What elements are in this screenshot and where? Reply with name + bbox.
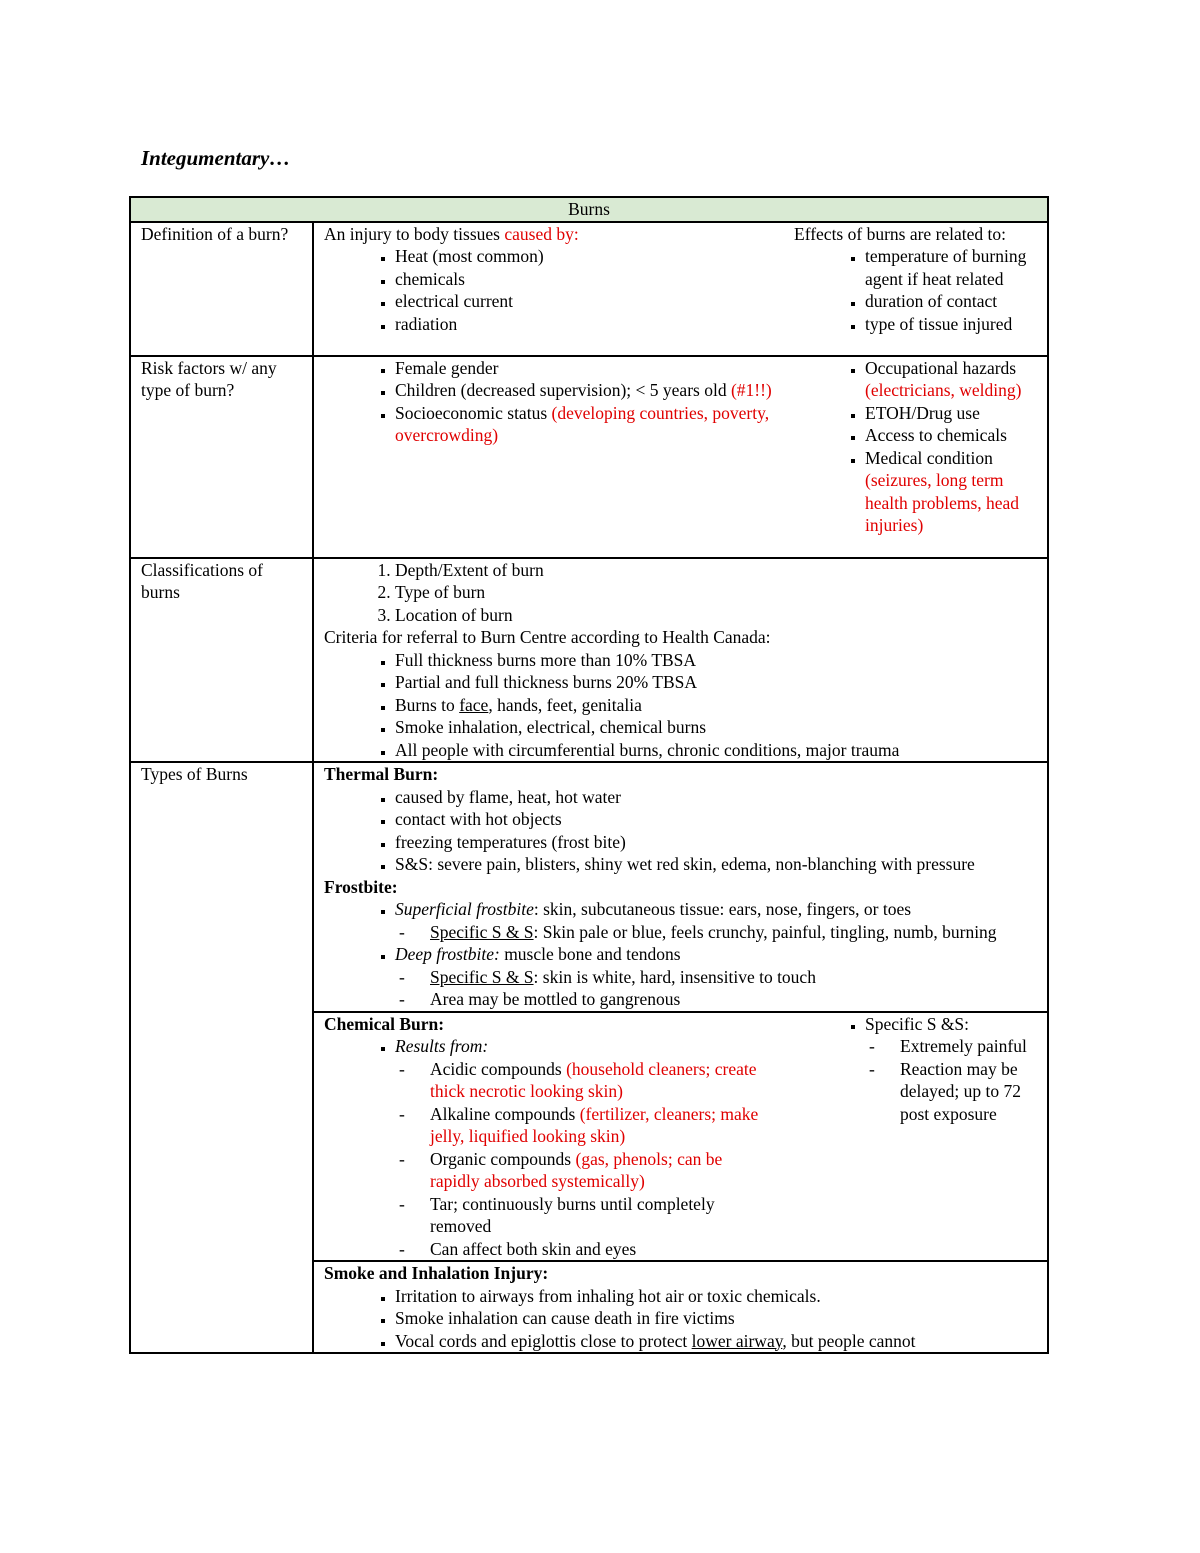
list-item: - Alkaline compounds (fertilizer, cleaners; make jelly, liquified looking skin)	[430, 1103, 774, 1148]
list-item: ▪ S&S: severe pain, blisters, shiny wet red skin, edema, non-blanching with pressure	[395, 853, 1037, 876]
thermal-list	[324, 786, 1037, 876]
chemical-ss-cell	[784, 1012, 1048, 1262]
definition-effects-cell	[784, 222, 1048, 356]
classifications-cell	[313, 558, 1048, 763]
list-item: ▪ Children (decreased supervision); < 5 years old (#1!!)	[395, 379, 774, 402]
frostbite-title: Frostbite:	[324, 876, 398, 897]
types-thermal-row	[130, 762, 1048, 1012]
list-item: ▪ Heat (most common)	[395, 245, 774, 268]
thermal-burn-title: Thermal Burn:	[324, 764, 439, 784]
list-item: ▪ Access to chemicals	[865, 424, 1037, 447]
list-item: - Extremely painful	[900, 1035, 1037, 1058]
list-item: ▪ Deep frostbite: muscle bone and tendons - Specific S & S: skin is white, hard, insensitive to touch - Area may be mottled to gangrenous	[395, 943, 1037, 1011]
table-header-row	[130, 197, 1048, 222]
definition-causes-cell	[313, 222, 784, 356]
list-item: ▪ All people with circumferential burns, chronic conditions, major trauma	[395, 739, 1037, 762]
list-item: 1. Depth/Extent of burn	[395, 559, 1037, 582]
classifications-list	[324, 559, 1037, 627]
list-item: ▪ Partial and full thickness burns 20% TBSA	[395, 671, 1037, 694]
list-item: - Tar; continuously burns until completely removed	[430, 1193, 774, 1238]
smoke-list	[324, 1285, 1037, 1353]
frostbite-list	[324, 898, 1037, 1011]
classifications-row	[130, 558, 1048, 763]
list-item: ▪ electrical current	[395, 290, 774, 313]
list-item: - Specific S & S: Skin pale or blue, feels crunchy, painful, tingling, numb, burning	[430, 921, 1037, 944]
list-item: ▪ Medical condition (seizures, long term health problems, head injuries)	[865, 447, 1037, 537]
definition-row	[130, 222, 1048, 356]
thermal-frostbite-cell	[313, 762, 1048, 1012]
risk-factors-label: Risk factors w/ any type of burn?	[130, 356, 313, 558]
chemical-burn-title: Chemical Burn:	[324, 1013, 445, 1034]
list-item: ▪ Socioeconomic status (developing countries, poverty, overcrowding)	[395, 402, 774, 447]
list-item: - Reaction may be delayed; up to 72 post exposure	[900, 1058, 1037, 1126]
chemical-sublist	[395, 1058, 774, 1261]
list-item: - Can affect both skin and eyes	[430, 1238, 774, 1261]
list-item: ▪ chemicals	[395, 268, 774, 291]
risk-factors-row	[130, 356, 1048, 558]
list-item: ▪ Female gender	[395, 357, 774, 380]
list-item: ▪ Results from: - Acidic compounds (household cleaners; create thick necrotic looking skin) - Alkaline compounds (fertilizer, cleaners; make jelly, liquified looking skin) - Organic compounds (gas, phenols; can be rapidly absorbed systemically) - Tar; continuously burns until completely removed - Can affect both skin and eyes	[395, 1035, 774, 1260]
list-item: - Area may be mottled to gangrenous	[430, 988, 1037, 1011]
superficial-sublist	[395, 921, 1037, 944]
definition-intro: An injury to body tissues caused by:	[324, 223, 579, 244]
list-item: ▪ Specific S &S: - Extremely painful - Reaction may be delayed; up to 72 post exposure	[865, 1013, 1037, 1126]
chemical-burn-cell	[313, 1012, 784, 1262]
list-item: ▪ temperature of burning agent if heat related	[865, 245, 1037, 290]
burns-table	[129, 196, 1049, 1354]
causes-list	[324, 245, 774, 335]
criteria-list	[324, 649, 1037, 762]
definition-label: Definition of a burn?	[130, 222, 313, 356]
list-item: ▪ type of tissue injured	[865, 313, 1037, 336]
list-item: ▪ freezing temperatures (frost bite)	[395, 831, 1037, 854]
list-item: ▪ Full thickness burns more than 10% TBSA	[395, 649, 1037, 672]
chemical-list	[324, 1035, 774, 1260]
list-item: - Acidic compounds (household cleaners; create thick necrotic looking skin)	[430, 1058, 774, 1103]
smoke-inhalation-cell	[313, 1261, 1048, 1353]
list-item: - Organic compounds (gas, phenols; can be rapidly absorbed systemically)	[430, 1148, 774, 1193]
list-item: ▪ Smoke inhalation, electrical, chemical burns	[395, 716, 1037, 739]
criteria-intro: Criteria for referral to Burn Centre according to Health Canada:	[324, 627, 771, 647]
list-item: ▪ Burns to face, hands, feet, genitalia	[395, 694, 1037, 717]
table-header: Burns	[130, 197, 1048, 222]
chemical-ss-sublist	[865, 1035, 1037, 1125]
list-item: ▪ ETOH/Drug use	[865, 402, 1037, 425]
list-item: ▪ Irritation to airways from inhaling hot air or toxic chemicals.	[395, 1285, 1037, 1308]
list-item: ▪ Vocal cords and epiglottis close to protect lower airway, but people cannot	[395, 1330, 1037, 1353]
deep-sublist	[395, 966, 1037, 1011]
list-item: ▪ caused by flame, heat, hot water	[395, 786, 1037, 809]
risk-factors-right-cell	[784, 356, 1048, 558]
list-item: ▪ contact with hot objects	[395, 808, 1037, 831]
list-item: ▪ Smoke inhalation can cause death in fire victims	[395, 1307, 1037, 1330]
classifications-label: Classifications of burns	[130, 558, 313, 763]
list-item: 3. Location of burn	[395, 604, 1037, 627]
list-item: 2. Type of burn	[395, 581, 1037, 604]
effects-list	[794, 245, 1037, 335]
list-item: ▪ Occupational hazards (electricians, welding)	[865, 357, 1037, 402]
list-item: - Specific S & S: skin is white, hard, insensitive to touch	[430, 966, 1037, 989]
effects-intro: Effects of burns are related to:	[794, 223, 1007, 244]
chemical-ss-list	[794, 1013, 1037, 1126]
risk-factors-list-right	[794, 357, 1037, 537]
list-item: ▪ Superficial frostbite: skin, subcutaneous tissue: ears, nose, fingers, or toes - Specific S & S: Skin pale or blue, feels crunchy, painful, tingling, numb, burning	[395, 898, 1037, 943]
risk-factors-list	[324, 357, 774, 447]
types-of-burns-label: Types of Burns	[130, 762, 313, 1353]
list-item: ▪ radiation	[395, 313, 774, 336]
list-item: ▪ duration of contact	[865, 290, 1037, 313]
page-title: Integumentary…	[141, 146, 291, 170]
caused-by-text: caused by:	[504, 223, 579, 244]
risk-factors-left-cell	[313, 356, 784, 558]
smoke-inhalation-title: Smoke and Inhalation Injury:	[324, 1263, 549, 1283]
